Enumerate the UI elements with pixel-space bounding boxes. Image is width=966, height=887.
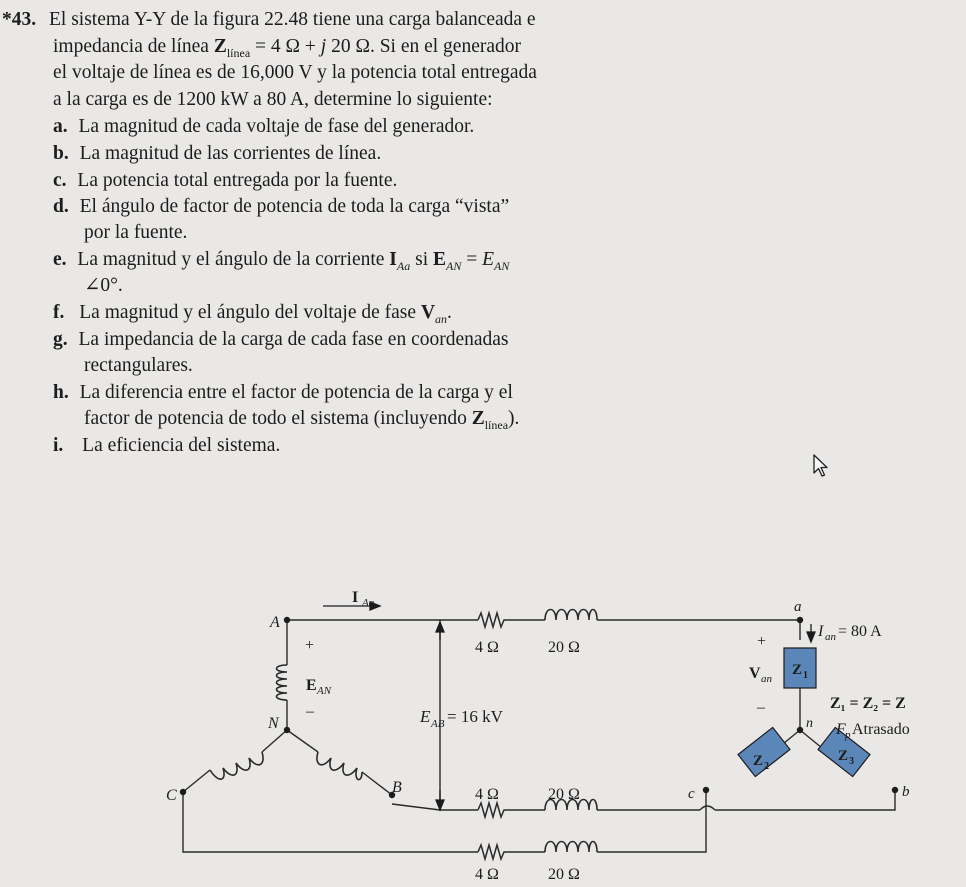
label-node-A: A — [270, 614, 280, 631]
e-an-mag-symbol: E — [482, 249, 495, 270]
item-f-letter: f. — [53, 302, 65, 323]
label-v-an: V — [749, 665, 761, 682]
intro-line-2a: impedancia de línea — [53, 36, 214, 57]
item-g-letter: g. — [53, 329, 68, 350]
i-aa-subscript: Aa — [396, 259, 411, 273]
item-e-eq: = — [461, 249, 483, 270]
resistor-middle — [478, 803, 507, 817]
item-b-text: La magnitud de las corrientes de línea. — [79, 143, 382, 164]
label-r-mid: 4 Ω — [475, 786, 499, 803]
label-l-top: 20 Ω — [548, 639, 580, 656]
source-coil-an — [277, 665, 288, 700]
label-i-aa-sub: Aa — [362, 597, 375, 609]
z-line-subscript: línea — [226, 46, 251, 60]
problem-line-4: a la carga es de 1200 kW a 80 A, determine lo siguiente: — [53, 89, 493, 110]
eab-arrow-top-head — [436, 622, 444, 632]
label-i-an-value: = 80 A — [838, 623, 882, 640]
item-e-letter: e. — [53, 249, 67, 270]
label-l-bot: 20 Ω — [548, 866, 580, 883]
eab-arrow-bottom-head — [436, 800, 444, 810]
label-fp-text: Atrasado — [852, 721, 910, 738]
item-i-text: La eficiencia del sistema. — [82, 435, 281, 456]
node-dot-A — [284, 617, 290, 623]
inductor-top — [545, 610, 597, 621]
item-d-text-2: por la fuente. — [84, 222, 188, 243]
label-source-minus: – — [306, 703, 314, 720]
source-coil-bn — [317, 752, 362, 780]
label-node-C: C — [166, 787, 177, 804]
label-i-aa: I — [352, 589, 359, 606]
label-l-mid: 20 Ω — [548, 786, 580, 803]
label-z2: Z — [753, 753, 764, 769]
item-h-text-2a: factor de potencia de todo el sistema (incluyendo — [84, 408, 472, 429]
intro-line-2c: 20 Ω. Si en el generador — [326, 36, 522, 57]
item-d-text-1: El ángulo de factor de potencia de toda la carga “vista” — [79, 196, 510, 217]
item-d-letter: d. — [53, 196, 69, 217]
item-g-text-2: rectangulares. — [84, 355, 193, 376]
source-coil-cn — [210, 752, 263, 779]
inductor-bottom — [545, 842, 597, 853]
label-fp-sub: p — [845, 729, 851, 741]
item-h-text-2b: ). — [508, 408, 520, 429]
v-an-symbol: V — [420, 302, 436, 323]
label-e-ab-sub: AB — [431, 718, 445, 730]
label-v-an-sub: an — [761, 673, 772, 685]
e-an-symbol: E — [433, 249, 447, 270]
label-node-N: N — [268, 715, 279, 732]
node-dot-n — [797, 727, 803, 733]
label-node-c: c — [688, 786, 695, 802]
item-h-letter: h. — [53, 382, 69, 403]
item-b-letter: b. — [53, 143, 69, 164]
e-an-subscript: AN — [446, 259, 462, 273]
z-line-subscript-2: línea — [484, 418, 509, 432]
item-e-mid: si — [410, 249, 433, 270]
intro-line-1: El sistema Y-Y de la figura 22.48 tiene una carga balanceada e — [49, 9, 536, 30]
label-r-bot: 4 Ω — [475, 866, 499, 883]
i-aa-symbol: I — [389, 249, 397, 270]
node-dot-c — [703, 787, 709, 793]
node-dot-N — [284, 727, 290, 733]
node-dot-b — [892, 787, 898, 793]
item-i-letter: i. — [53, 435, 64, 456]
item-c-text: La potencia total entregada por la fuente. — [77, 170, 398, 191]
v-an-subscript: an — [435, 312, 448, 326]
label-e-an-sub: AN — [317, 685, 332, 697]
item-e-angle: ∠0°. — [84, 275, 123, 296]
item-e-text-1: La magnitud y el ángulo de la corriente — [77, 249, 390, 270]
item-a-letter: a. — [53, 116, 68, 137]
label-node-B: B — [392, 779, 402, 796]
z-line-symbol-2: Z — [471, 408, 485, 429]
label-load-plus: + — [757, 633, 767, 650]
item-f-end: . — [447, 302, 452, 323]
node-dot-C — [180, 789, 186, 795]
item-f-text: La magnitud y el ángulo del voltaje de fase — [79, 302, 421, 323]
label-z3: Z — [838, 748, 849, 764]
label-fp: F — [836, 721, 846, 738]
j-symbol: j — [320, 36, 327, 57]
e-an-mag-subscript: AN — [494, 259, 510, 273]
label-e-an: E — [306, 677, 317, 694]
resistor-bottom — [478, 845, 507, 859]
item-c-letter: c. — [53, 170, 67, 191]
item-h-text-1: La diferencia entre el factor de potencia de la carga y el — [79, 382, 513, 403]
label-load-minus: – — [757, 699, 765, 716]
item-a-text: La magnitud de cada voltaje de fase del generador. — [78, 116, 475, 137]
label-z1: Z — [792, 662, 803, 678]
label-e-ab: E — [420, 707, 431, 726]
ian-arrow-head — [807, 632, 815, 642]
label-r-top: 4 Ω — [475, 639, 499, 656]
problem-line-3: el voltaje de línea es de 16,000 V y la potencia total entregada — [53, 62, 537, 83]
intro-line-2b: = 4 Ω + — [250, 36, 321, 57]
label-node-n: n — [806, 716, 813, 731]
label-i-an-sub: an — [825, 631, 836, 643]
label-z3-sub: 3 — [849, 756, 854, 767]
label-node-a: a — [794, 599, 802, 615]
node-dot-a — [797, 617, 803, 623]
label-e-ab-value: = 16 kV — [447, 707, 503, 726]
problem-number: *43. — [2, 9, 37, 30]
item-g-text-1: La impedancia de la carga de cada fase en coordenadas — [78, 329, 509, 350]
z-line-symbol: Z — [213, 36, 227, 57]
resistor-top — [478, 613, 507, 627]
label-i-an: I — [818, 623, 824, 640]
label-z2-sub: 2 — [764, 761, 769, 772]
label-z-equal: Z₁ = Z₂ = Z — [830, 695, 906, 712]
label-node-b: b — [902, 784, 910, 800]
label-z1-sub: 1 — [803, 670, 808, 681]
label-source-plus: + — [305, 637, 315, 654]
